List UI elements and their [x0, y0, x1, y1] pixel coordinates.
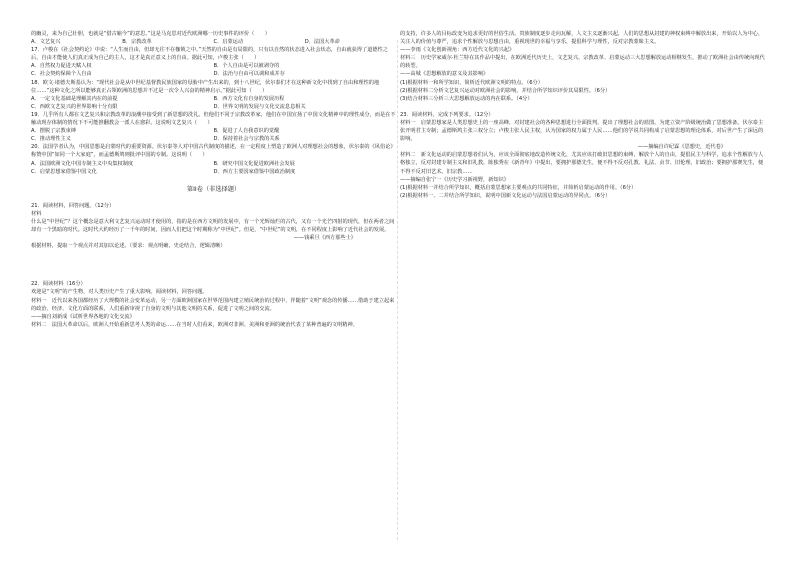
q16-option-d: D．法国大革命 — [304, 39, 340, 46]
q21-source: ——钱乘旦《西方那些士》 — [293, 235, 356, 242]
q18-option-a: A．一定文化基础是理解其内在的前提 — [31, 95, 118, 102]
q20-option-b: B．研究中国文化促进欧洲社会发展 — [213, 160, 295, 167]
r-task-2: (2)根据材料二分析文艺复兴运动对欧洲社会的影响，并结合所学知识评价其局限性。（6分） — [400, 87, 611, 94]
q19-option-a: A．摆脱了宗教束缚 — [31, 128, 77, 135]
q20-options — [31, 160, 396, 176]
q19-options — [31, 127, 396, 143]
q20-option-a: A．法国欧洲文化中国专制主义中央集权制度 — [31, 160, 134, 167]
q19-stem: 19．几乎所有人都在文艺复兴和宗教改革的浪潮中接受到了新思想的洗礼。但他们不同于宗教改革家，他们在中国宣扬了中国文化精神中的理性成分，而是在不触动现存体制的情况下不可能推翻教会一派人在愈彩。这说明文艺复兴（ ） — [31, 111, 396, 127]
q22-material-two: 材料二 法国大革命以后，欧洲人开始重新思考人类的命运……在当时人们看来，欧洲对非洲、美洲和亚洲的统治代表了某种普遍的文明精神。 — [31, 321, 358, 328]
q23-material-two-source: ——摘编自张宁一《历史学习新视野，新知识》 — [400, 176, 509, 183]
q23-material-one: 材料一 启蒙思想家是人类思想史上的一座高峰，对封建社会的各种思想进行全面批判，提出了理想社会的蓝图。为建立资产阶级统治做了思想准备。伏尔泰主张开明君主专制；孟德斯鸠主张三权分立；卢梭主张人民主权，认为国家的权力属于人民……他们的学说共同构成了启蒙思想的理论体系，对后世产生了深远的影响。 — [400, 119, 764, 143]
left-column — [31, 30, 396, 329]
q22-material-one: 材料一 近代以来各国都经历了大规模的社会变革运动，另一方面欧洲国家在世界范围内建立殖民统治的过程中，伴随着“文明”观念的传播……借助于建立起来的政治、经济、文化方面的联系，人们重新审视了自身的文明与其他文明的关系，促进了文明之间的交流。 — [31, 297, 395, 312]
q20-option-d: D．西方主要国家借鉴中国政治制度 — [213, 168, 296, 175]
q22-heading: 22．阅读材料（16分） — [31, 281, 86, 288]
q21-material-label: 材料 — [31, 210, 42, 217]
q18-option-c: C．西欧文艺复兴的世界影响十分有限 — [31, 103, 118, 110]
q17-stem: 17．卢梭在《社会契约论》中说：“人生而自由，但却无往不在枷锁之中。”天然的自由是有局限的，只有以自然的状态进入社会状态，自由就获得了道德性之后，自由才能使人们真正成为自己的主人，这才是真正意义上的自由。据此可知，卢梭主张（ ） — [31, 47, 388, 62]
q20-option-c: C．启蒙思想家借鉴中国文化 — [31, 168, 97, 175]
q19-option-d: D．保持着社会与宗教的关系 — [213, 136, 280, 143]
part-two-title: 第II卷（非选择题） — [186, 185, 241, 193]
q16-option-b: B．宗教改革 — [122, 39, 152, 46]
q23-material-one-source: ——摘编自许纪霖《思想史，近代卷》 — [637, 144, 726, 151]
q17-options — [31, 62, 396, 78]
q18-option-b: B．西方文化有自身的发展历程 — [213, 95, 285, 102]
q16-options — [31, 38, 396, 46]
column-divider — [397, 40, 398, 540]
q18-options — [31, 95, 396, 111]
r-material-three-source: ——高城《思想解放的意义及其影响》 — [400, 71, 489, 78]
q23-heading: 23．阅读材料，完成下列要求。（12分） — [400, 111, 494, 118]
q23-material-two: 材料二 新文化运动的启蒙思想者们认为，应该全面彻底地改造传统文化，尤其应该打破旧思想的束缚，解放个人的自由，提倡民主与科学，追求个性解放与人格独立，反对封建专制主义和旧礼教。陈独秀在《新青年》中提出，要拥护那德先生，便不得不反对孔教、礼法、贞节、旧伦理、旧政治；要拥护那赛先生，便不得不反对旧艺术、旧宗教…… — [400, 152, 764, 175]
r-paragraph-1: 的支持，许多人的目标改变为追求更好的世俗生活。贵族制度逐步走向瓦解，人文主义逐渐兴起，人们的思想从封建的神权束缚中解放出来，开始以人为中心，关注人的价值与尊严，追求个性解放与思想自由，重视现世的幸福与享乐，提倡科学与理性，反对宗教蒙昧主义。 — [400, 31, 764, 46]
q17-option-d: D．法治与自由可以调和成并存 — [213, 71, 285, 78]
q23-task-2: (2)根据材料一、二并结合所学知识，说明中国新文化运动与法国启蒙运动的异同点。（6分） — [400, 192, 611, 199]
q21-heading: 21．阅读材料，回答问题。（12分） — [31, 202, 115, 209]
q17-option-b: B．个人自由是可以被剥夺的 — [213, 63, 280, 70]
q18-option-d: D．世界文明的发展与文化交流息息相关 — [213, 103, 306, 110]
q16-tail: 的幽灵，来为自己壮胆，也就是“借古喻今”的意思。”这是马克思对近代欧洲哪一历史事件的评价（ ） — [31, 31, 270, 37]
q21-task: 根据材料，提取一个观点并对其加以论述。（要求：观点明确，史论结合，逻辑清晰） — [31, 243, 226, 250]
q22-material-one-source: ——摘自刘新成《试析世界各地的文化交流》 — [31, 313, 135, 320]
r-task-1: (1)根据材料一和所学知识，简析近代欧洲文明的特点。（6分） — [400, 79, 543, 86]
r-material-three: 材料三 历史学家威尔·杜兰特在其作品中提出，在欧洲近代历史上，文艺复兴、宗教改革、启蒙运动三大思想解放运动相继发生，推动了欧洲社会由传统向现代的转型。 — [400, 55, 765, 70]
q23-task-1: (1)根据材料一并结合所学知识，概括启蒙思想家主要观点的共同特征，并简析启蒙运动的作用。（6分） — [400, 184, 637, 191]
q20-stem: 20．法国学者认为，中国思想是启蒙时代的重要资源。伏尔泰等人对中国古代制度的描述，在一定程度上塑造了欧洲人对理想社会的想象，伏尔泰的《风俗论》称赞中国“如同一个大家庭”，而孟德斯鸠则批评中国的专制。这说明（ ） — [31, 144, 396, 159]
q22-intro: 欢迎是“文明”的产生物，对人类历史产生了重大影响。阅读材料，回答问题。 — [31, 289, 208, 296]
r-task-3: (3)结合材料三分析三大思想解放运动的内在联系。（4分） — [400, 95, 533, 102]
r-paragraph-1-source: ——李雨《文化创新视角：西方近代文化的兴起》 — [400, 47, 515, 54]
q16-option-a: A．文艺复兴 — [31, 39, 61, 46]
q16-option-c: C．启蒙运动 — [213, 39, 244, 46]
right-column — [400, 30, 766, 200]
q17-option-a: A．自然权力促进天赋人权 — [31, 63, 92, 70]
q21-body: 什么是“中世纪”？这个概念是意大利文艺复兴运动时才使用的，指的是在西方文明的发展中，有一个光辉灿烂的古代，又有一个光芒四射的现代，但在两者之间却有一个黑暗的时代。这时代大约经历了一千年的时间，因而人们把这个时期称为“中世纪”。但是，“中世纪”的文明，在不同程度上影响了近代社会的发展。 — [31, 218, 395, 234]
q17-option-c: C．社会契约保障个人自由 — [31, 71, 92, 78]
q19-option-c: C．推动理性主义 — [31, 136, 71, 143]
q19-option-b: B．促进了人自我意识的觉醒 — [213, 128, 280, 135]
q18-stem: 18．欧文·诸德夫斯基认为：“现代社会是从中世纪基督教民族国家的母胎中产生出来的，到十八世纪，伏尔泰们才在这种新文化中找到了自由和理性的地位……”这种文化之所以能够真正占领欧洲的思想并不过是一次令人兴奋的精神启示。”据此可知（ ） — [31, 79, 380, 94]
